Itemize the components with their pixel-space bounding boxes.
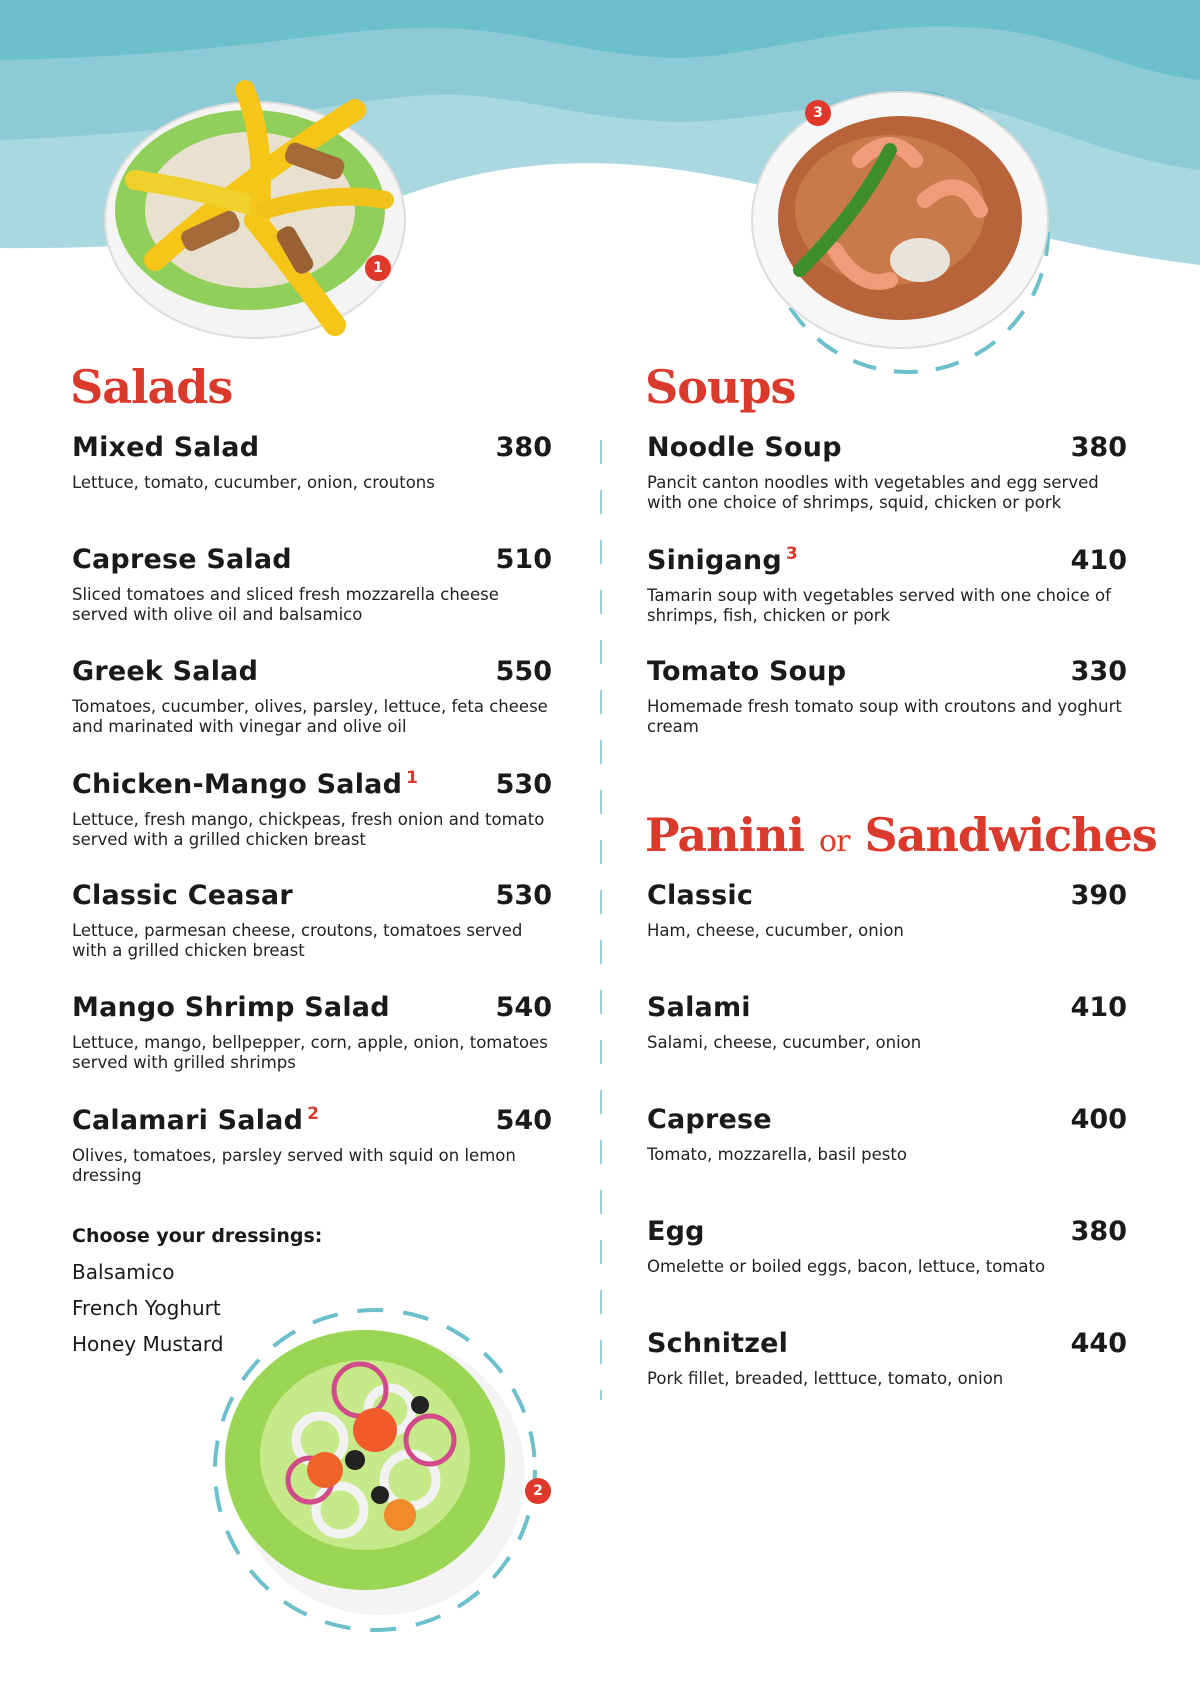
item-badge: 3 <box>785 544 798 564</box>
item-name-with-badge <box>72 1104 319 1136</box>
item-price: 550 <box>495 656 552 687</box>
item-description: Salami, cheese, cucumber, onion <box>647 1033 922 1052</box>
dressings-title: Choose your dressings: <box>72 1225 323 1247</box>
menu-item <box>72 544 552 656</box>
photo-badge-2: 2 <box>525 1478 551 1504</box>
item-name: Classic Ceasar <box>72 880 293 911</box>
menu-item <box>72 1104 552 1216</box>
photo-badge-1: 1 <box>365 255 391 281</box>
menu-item <box>647 544 1127 656</box>
soup-bowl-icon <box>740 90 1070 380</box>
salads-title: Salads <box>70 360 233 414</box>
salads-list <box>72 432 552 1216</box>
item-description: Lettuce, fresh mango, chickpeas, fresh onion and tomato served with a grilled chicken breast <box>72 810 545 849</box>
item-name: Sinigang <box>647 545 782 576</box>
menu-item <box>647 656 1127 768</box>
item-name-with-badge <box>72 768 418 800</box>
item-description: Tomato, mozzarella, basil pesto <box>647 1145 907 1164</box>
item-price: 410 <box>1070 545 1127 576</box>
item-price: 410 <box>1070 992 1127 1023</box>
item-description: Sliced tomatoes and sliced fresh mozzarella cheese served with olive oil and balsamico <box>72 585 499 624</box>
item-price: 330 <box>1070 656 1127 687</box>
dressings-list <box>72 1260 223 1368</box>
item-name: Egg <box>647 1216 705 1247</box>
item-description: Pancit canton noodles with vegetables and egg served with one choice of shrimps, squid, chicken or pork <box>647 473 1099 512</box>
sinigang-photo <box>740 90 1070 380</box>
item-name: Chicken-Mango Salad <box>72 769 403 800</box>
menu-item <box>647 432 1127 544</box>
calamari-plate-icon <box>200 1280 550 1640</box>
column-divider <box>600 440 602 1400</box>
item-price: 380 <box>1070 432 1127 463</box>
item-name-with-badge <box>647 544 798 576</box>
item-description: Homemade fresh tomato soup with croutons and yoghurt cream <box>647 697 1122 736</box>
item-description: Tomatoes, cucumber, olives, parsley, lettuce, feta cheese and marinated with vinegar and olive oil <box>72 697 548 736</box>
item-description: Pork fillet, breaded, letttuce, tomato, onion <box>647 1369 1004 1388</box>
dressing-item: Balsamico <box>72 1260 175 1284</box>
menu-item <box>647 1104 1127 1216</box>
soups-list <box>647 432 1127 768</box>
item-price: 400 <box>1070 1104 1127 1135</box>
panini-list <box>647 880 1127 1440</box>
salad-plate-icon <box>95 70 415 350</box>
item-name: Salami <box>647 992 751 1023</box>
panini-title-a: Panini <box>645 808 804 862</box>
item-price: 380 <box>495 432 552 463</box>
menu-item <box>72 880 552 992</box>
panini-title-b: Sandwiches <box>864 808 1157 862</box>
item-name: Mango Shrimp Salad <box>72 992 390 1023</box>
item-name: Classic <box>647 880 754 911</box>
menu-item <box>647 992 1127 1104</box>
item-description: Tamarin soup with vegetables served with one choice of shrimps, fish, chicken or pork <box>647 586 1111 625</box>
item-price: 380 <box>1070 1216 1127 1247</box>
dressing-item: Honey Mustard <box>72 1332 224 1356</box>
menu-item <box>647 1216 1127 1328</box>
item-name: Schnitzel <box>647 1328 789 1359</box>
item-description: Lettuce, tomato, cucumber, onion, croutons <box>72 473 435 492</box>
item-badge: 2 <box>307 1104 320 1124</box>
menu-item <box>72 656 552 768</box>
photo-badge-3: 3 <box>805 100 831 126</box>
item-description: Olives, tomatoes, parsley served with squid on lemon dressing <box>72 1146 516 1185</box>
menu-item <box>72 768 552 880</box>
item-name: Caprese <box>647 1104 772 1135</box>
item-price: 530 <box>495 769 552 800</box>
item-description: Lettuce, parmesan cheese, croutons, tomatoes served with a grilled chicken breast <box>72 921 523 960</box>
item-name: Greek Salad <box>72 656 259 687</box>
item-price: 390 <box>1070 880 1127 911</box>
item-price: 540 <box>495 992 552 1023</box>
item-name: Mixed Salad <box>72 432 260 463</box>
item-description: Lettuce, mango, bellpepper, corn, apple, onion, tomatoes served with grilled shrimps <box>72 1033 548 1072</box>
item-name: Caprese Salad <box>72 544 292 575</box>
item-name: Tomato Soup <box>647 656 847 687</box>
menu-item <box>647 1328 1127 1440</box>
item-badge: 1 <box>406 768 419 788</box>
panini-title-or: or <box>819 824 850 859</box>
chicken-mango-salad-photo <box>95 70 415 350</box>
item-name: Calamari Salad <box>72 1105 304 1136</box>
item-description: Ham, cheese, cucumber, onion <box>647 921 904 940</box>
menu-item <box>72 432 552 544</box>
calamari-salad-photo <box>200 1280 550 1640</box>
item-price: 440 <box>1070 1328 1127 1359</box>
menu-item <box>647 880 1127 992</box>
panini-title <box>645 808 1157 862</box>
item-description: Omelette or boiled eggs, bacon, lettuce, tomato <box>647 1257 1046 1276</box>
soups-title: Soups <box>645 360 796 414</box>
menu-item <box>72 992 552 1104</box>
item-price: 530 <box>495 880 552 911</box>
item-name: Noodle Soup <box>647 432 842 463</box>
item-price: 540 <box>495 1105 552 1136</box>
item-price: 510 <box>495 544 552 575</box>
dressing-item: French Yoghurt <box>72 1296 221 1320</box>
